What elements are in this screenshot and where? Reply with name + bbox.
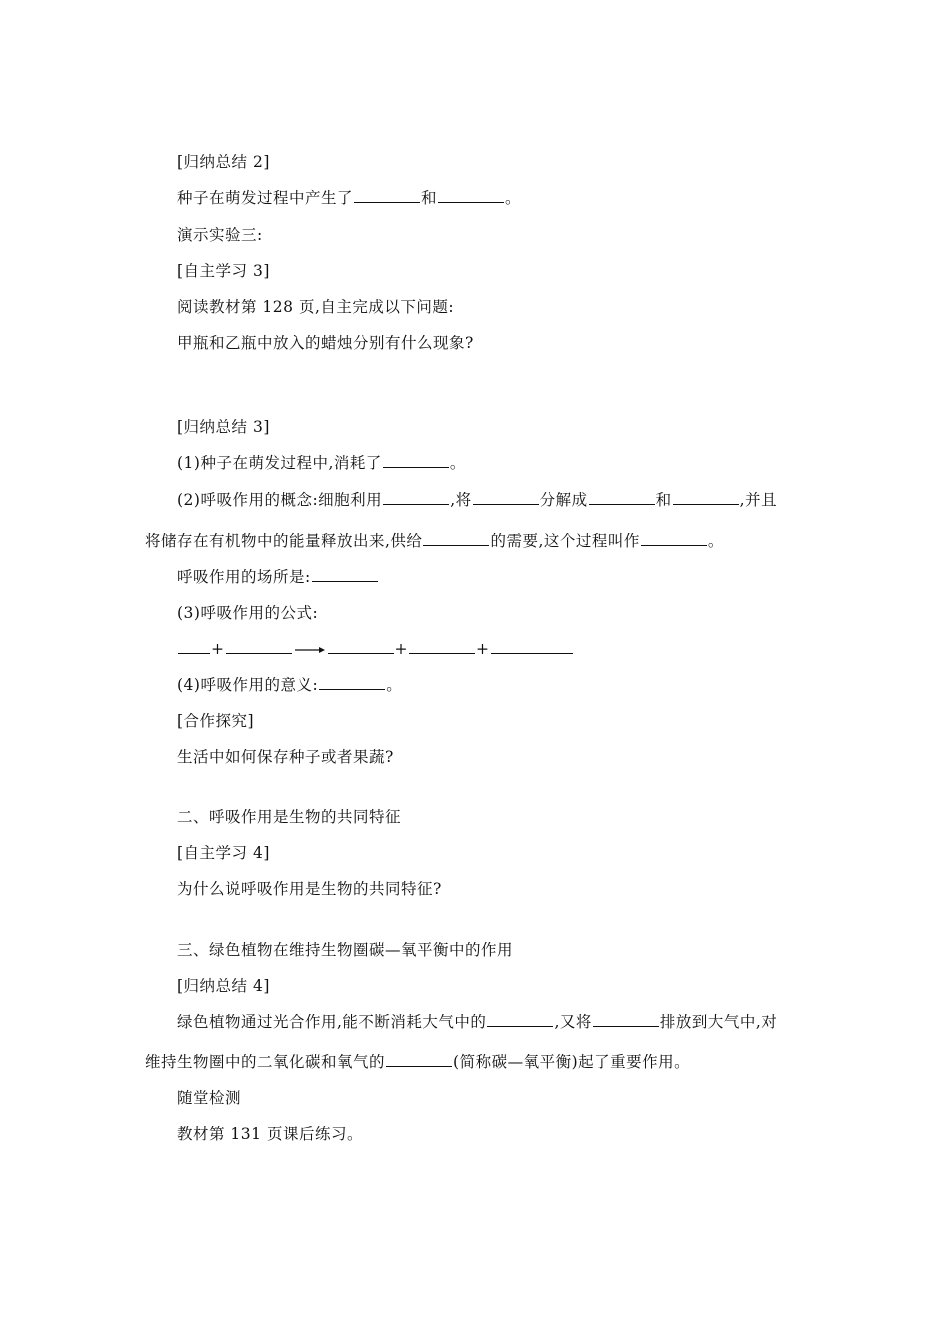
fill-blank[interactable]: [491, 639, 573, 654]
summary2-title: [归纳总结 2]: [177, 153, 270, 171]
fill-blank[interactable]: [312, 567, 378, 582]
item4-text-a: (4)呼吸作用的意义:: [177, 676, 319, 694]
fill-blank[interactable]: [593, 1012, 659, 1027]
item1-text-b: 。: [449, 454, 466, 472]
fill-blank[interactable]: [354, 188, 420, 203]
summary4-paragraph-continued: [145, 1052, 690, 1072]
summary2-text-c: 。: [505, 189, 522, 207]
item2-text-g: 的需要,这个过程叫作: [490, 532, 640, 550]
fill-blank[interactable]: [473, 490, 539, 505]
fill-blank[interactable]: [383, 490, 449, 505]
fill-blank[interactable]: [226, 639, 292, 654]
cooperation-title: [合作探究]: [177, 712, 255, 730]
study3-question: 甲瓶和乙瓶中放入的蜡烛分别有什么现象?: [177, 334, 474, 352]
section3-heading: 三、绿色植物在维持生物圈碳—氧平衡中的作用: [177, 941, 514, 959]
summary4-text-d: 维持生物圈中的二氧化碳和氧气的: [145, 1053, 386, 1071]
summary4-text-b: ,又将: [554, 1013, 592, 1031]
item2-text-a: (2)呼吸作用的概念:细胞利用: [177, 491, 383, 509]
fill-blank[interactable]: [386, 1052, 452, 1067]
summary3-item4: [177, 675, 402, 695]
summary4-paragraph: [177, 1012, 777, 1032]
item2-text-b: ,将: [450, 491, 472, 509]
summary3-item1: [177, 453, 466, 473]
respiration-site: [177, 567, 379, 587]
plus-sign: +: [476, 640, 490, 658]
summary2-text-a: 种子在萌发过程中产生了: [177, 189, 354, 207]
item2-text-h: 。: [707, 532, 724, 550]
item2-text-e: ,并且: [739, 491, 778, 509]
study3-title: [自主学习 3]: [177, 262, 270, 280]
summary3-item2: [177, 490, 777, 510]
demo-experiment-3: 演示实验三:: [177, 226, 263, 244]
reaction-arrow-icon: [295, 643, 325, 657]
study4-title: [自主学习 4]: [177, 844, 270, 862]
section2-heading: 二、呼吸作用是生物的共同特征: [177, 808, 402, 826]
item1-text-a: (1)种子在萌发过程中,消耗了: [177, 454, 382, 472]
fill-blank[interactable]: [319, 675, 385, 690]
textbook-exercise: 教材第 131 页课后练习。: [177, 1125, 363, 1143]
summary4-title: [归纳总结 4]: [177, 977, 270, 995]
summary4-text-e: (简称碳—氧平衡)起了重要作用。: [453, 1053, 691, 1071]
fill-blank[interactable]: [328, 639, 394, 654]
fill-blank[interactable]: [409, 639, 475, 654]
summary3-item2-continued: [145, 531, 724, 551]
cooperation-question: 生活中如何保存种子或者果蔬?: [177, 748, 394, 766]
summary2-text-b: 和: [421, 189, 438, 207]
in-class-check: 随堂检测: [177, 1089, 242, 1107]
respiration-formula: [177, 639, 574, 659]
site-text: 呼吸作用的场所是:: [177, 568, 311, 586]
summary4-text-c: 排放到大气中,对: [659, 1013, 778, 1031]
summary3-title: [归纳总结 3]: [177, 418, 270, 436]
plus-sign: +: [394, 640, 408, 658]
item4-text-b: 。: [386, 676, 403, 694]
fill-blank[interactable]: [383, 453, 449, 468]
item2-text-d: 和: [655, 491, 672, 509]
fill-blank[interactable]: [438, 188, 504, 203]
fill-blank[interactable]: [487, 1012, 553, 1027]
fill-blank[interactable]: [589, 490, 655, 505]
fill-blank[interactable]: [178, 639, 210, 654]
fill-blank[interactable]: [673, 490, 739, 505]
plus-sign: +: [211, 640, 225, 658]
fill-blank[interactable]: [423, 531, 489, 546]
summary3-item3: (3)呼吸作用的公式:: [177, 604, 319, 622]
fill-blank[interactable]: [641, 531, 707, 546]
item2-text-f: 将储存在有机物中的能量释放出来,供给: [145, 532, 423, 550]
item2-text-c: 分解成: [539, 491, 588, 509]
summary2-statement: [177, 188, 521, 208]
study4-question: 为什么说呼吸作用是生物的共同特征?: [177, 880, 442, 898]
summary4-text-a: 绿色植物通过光合作用,能不断消耗大气中的: [177, 1013, 487, 1031]
study3-reading: 阅读教材第 128 页,自主完成以下问题:: [177, 298, 455, 316]
